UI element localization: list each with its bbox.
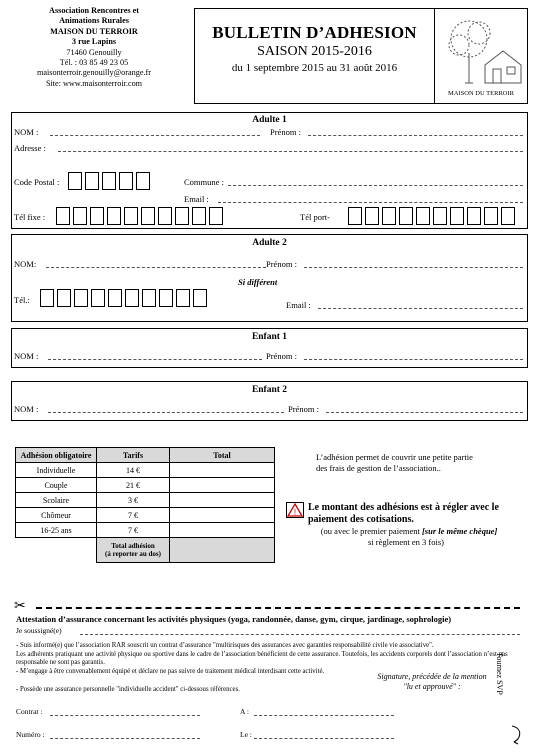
table-row-total bbox=[16, 538, 275, 563]
prenom-label: Prénom : bbox=[270, 127, 301, 137]
tel-port-label: Tél port- bbox=[300, 212, 330, 222]
title-box bbox=[194, 8, 434, 104]
lieu-field[interactable] bbox=[254, 715, 394, 716]
payment-warning bbox=[286, 502, 526, 548]
table-row bbox=[16, 463, 275, 478]
attestation-p4: - Possède une assurance personnelle "individuelle accident" ci-dessous références. bbox=[16, 686, 240, 693]
logo bbox=[434, 8, 528, 104]
assoc-tel: Tél. : 03 85 49 23 05 bbox=[59, 58, 129, 68]
header-total: Total bbox=[170, 448, 275, 463]
code-postal-boxes[interactable] bbox=[68, 172, 150, 190]
row-tarif: 7 € bbox=[97, 523, 170, 538]
soussigne-field[interactable] bbox=[80, 634, 520, 635]
adhesion-note-line2: des frais de gestion de l’association.. bbox=[316, 463, 441, 473]
section-enfant1 bbox=[11, 328, 528, 368]
total-label-line1: Total adhésion bbox=[111, 542, 155, 550]
association-info bbox=[14, 6, 174, 89]
soussigne-label: Je soussigné(e) bbox=[16, 626, 62, 635]
table-row bbox=[16, 523, 275, 538]
warning-line3-emph: [sur le même chèque] bbox=[421, 526, 498, 536]
email-field[interactable] bbox=[218, 202, 523, 203]
row-total-cell[interactable] bbox=[170, 478, 275, 493]
si-different-label: Si différent bbox=[238, 277, 278, 287]
date-label: Le : bbox=[240, 730, 252, 739]
grand-total-cell[interactable] bbox=[170, 538, 275, 563]
lieu-label: A : bbox=[240, 707, 249, 716]
email-label: Email : bbox=[286, 300, 311, 310]
table-row bbox=[16, 508, 275, 523]
code-postal-label: Code Postal : bbox=[14, 177, 60, 187]
tel-fixe-label: Tél fixe : bbox=[14, 212, 46, 222]
section-adulte2 bbox=[11, 234, 528, 322]
nom-field[interactable] bbox=[50, 135, 260, 136]
svg-text:!: ! bbox=[293, 508, 297, 517]
email-label: Email : bbox=[184, 194, 209, 204]
row-label: Scolaire bbox=[16, 493, 97, 508]
warning-line4: si règlement en 3 fois) bbox=[367, 537, 444, 547]
adresse-field[interactable] bbox=[58, 151, 523, 152]
attestation-p1: - Suis informé(e) que l’association RAR souscrit un contrat d’assurance "multirisques des assurances avec garanties responsabilité civile vie associative". bbox=[16, 642, 434, 649]
row-label: Couple bbox=[16, 478, 97, 493]
section-title: Adulte 1 bbox=[252, 115, 287, 125]
nom-field[interactable] bbox=[46, 267, 266, 268]
email-field[interactable] bbox=[318, 308, 523, 309]
signature-line2: "lu et approuvé" : bbox=[403, 682, 461, 691]
row-total-cell[interactable] bbox=[170, 463, 275, 478]
row-tarif: 7 € bbox=[97, 508, 170, 523]
section-enfant2 bbox=[11, 381, 528, 421]
commune-field[interactable] bbox=[228, 185, 523, 186]
nom-label: NOM : bbox=[14, 404, 39, 414]
contrat-label: Contrat : bbox=[16, 707, 43, 716]
tel-fixe-boxes[interactable] bbox=[56, 207, 223, 225]
prenom-field[interactable] bbox=[308, 135, 523, 136]
row-total-cell[interactable] bbox=[170, 493, 275, 508]
tel-label: Tél.: bbox=[14, 295, 30, 305]
nom-label: NOM : bbox=[14, 351, 39, 361]
scissors-icon: ✂ bbox=[14, 599, 26, 614]
assoc-site: Site: www.maisonterroir.com bbox=[45, 78, 143, 88]
assoc-name-line1: Association Rencontres et bbox=[49, 6, 139, 15]
warning-line2: paiement des cotisations. bbox=[308, 514, 414, 525]
nom-field[interactable] bbox=[48, 359, 262, 360]
prenom-field[interactable] bbox=[304, 359, 523, 360]
row-tarif: 14 € bbox=[97, 463, 170, 478]
warning-line3: (ou avec le premier paiement bbox=[320, 526, 422, 536]
prenom-label: Prénom : bbox=[266, 351, 297, 361]
section-adulte1 bbox=[11, 112, 528, 229]
attestation-p2: Les adhérents pratiquant une activité physique ou sportive dans le cadre de l’association bénéficient de cette assurance. Toutefois, les accidents corporels dont l’association n’est pas responsable ne sont pas garantis. bbox=[16, 651, 508, 666]
table-row bbox=[16, 478, 275, 493]
contrat-field[interactable] bbox=[50, 715, 200, 716]
adresse-label: Adresse : bbox=[14, 143, 46, 153]
section-title: Adulte 2 bbox=[252, 238, 287, 248]
logo-text: MAISON DU TERROIR bbox=[448, 90, 514, 97]
row-label: Individuelle bbox=[16, 463, 97, 478]
date-field[interactable] bbox=[254, 738, 394, 739]
page-title: BULLETIN D’ADHESION bbox=[212, 23, 417, 42]
turn-arrow-icon bbox=[508, 724, 526, 746]
row-label: 16-25 ans bbox=[16, 523, 97, 538]
total-label bbox=[97, 538, 170, 563]
warning-line1: Le montant des adhésions est à régler avec le bbox=[308, 502, 499, 513]
prenom-field[interactable] bbox=[326, 412, 523, 413]
tarifs-table bbox=[15, 447, 275, 563]
tree-house-logo-icon bbox=[435, 9, 527, 103]
commune-label: Commune : bbox=[184, 177, 224, 187]
row-label: Chômeur bbox=[16, 508, 97, 523]
season: SAISON 2015-2016 bbox=[257, 44, 372, 59]
numero-field[interactable] bbox=[50, 738, 200, 739]
table-row bbox=[16, 493, 275, 508]
prenom-label: Prénom : bbox=[288, 404, 319, 414]
tel-boxes[interactable] bbox=[40, 289, 207, 307]
row-tarif: 21 € bbox=[97, 478, 170, 493]
numero-label: Numéro : bbox=[16, 730, 45, 739]
assoc-name-line2: Animations Rurales bbox=[59, 16, 129, 26]
row-total-cell[interactable] bbox=[170, 523, 275, 538]
prenom-label: Prénom : bbox=[266, 259, 297, 269]
section-title: Enfant 2 bbox=[251, 385, 288, 395]
nom-label: NOM : bbox=[14, 127, 39, 137]
prenom-field[interactable] bbox=[304, 267, 523, 268]
nom-field[interactable] bbox=[48, 412, 284, 413]
attestation-title: Attestation d’assurance concernant les activités physiques (yoga, randonnée, danse, gym, cirque, jardinage, sophrologie) bbox=[16, 614, 452, 624]
signature-line1: Signature, précédée de la mention bbox=[377, 672, 487, 681]
cut-line bbox=[36, 607, 520, 609]
assoc-email: maisonterroir.genouilly@orange.fr bbox=[37, 68, 151, 78]
section-title: Enfant 1 bbox=[251, 332, 288, 342]
adhesion-note-line1: L’adhésion permet de couvrir une petite partie bbox=[316, 452, 473, 462]
signature-block bbox=[372, 672, 492, 692]
warning-icon bbox=[286, 502, 304, 518]
total-label-line2: (à reporter au dos) bbox=[105, 550, 161, 558]
header-adhesion: Adhésion obligatoire bbox=[16, 448, 97, 463]
adhesion-note bbox=[316, 452, 473, 474]
tournez-svp: Tournez SVP bbox=[495, 652, 504, 695]
tel-port-boxes[interactable] bbox=[348, 207, 515, 225]
row-total-cell[interactable] bbox=[170, 508, 275, 523]
row-tarif: 3 € bbox=[97, 493, 170, 508]
nom-label: NOM: bbox=[14, 259, 37, 269]
assoc-street: 3 rue Lapins bbox=[71, 37, 117, 47]
header-tarifs: Tarifs bbox=[97, 448, 170, 463]
assoc-name-line3: MAISON DU TERROIR bbox=[50, 26, 138, 36]
attestation-p3: - M’engage à être convenablement équipé et déclare ne pas suivre de traitement médical interdisant cette activité. bbox=[16, 668, 325, 675]
assoc-city: 71460 Genouilly bbox=[66, 47, 122, 57]
season-dates: du 1 septembre 2015 au 31 août 2016 bbox=[231, 62, 398, 74]
